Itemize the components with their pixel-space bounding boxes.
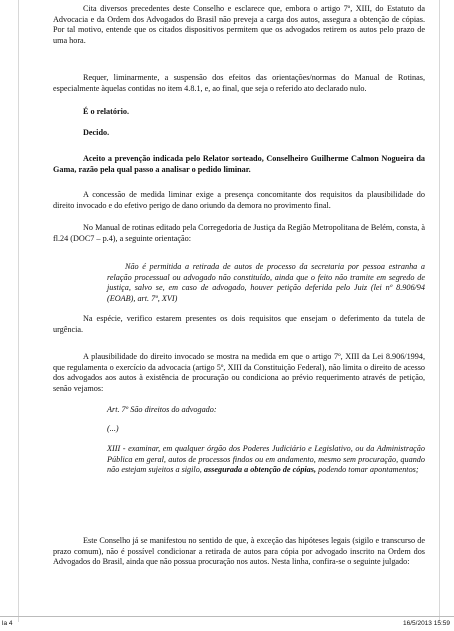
section-heading: É o relatório. xyxy=(83,107,130,116)
paragraph: A concessão de medida liminar exige a presença concomitante dos requisitos da plausibilidade do direito invocado e do efetivo perigo de dano oriundo da demora no provimento final. xyxy=(53,190,425,210)
paragraph: Aceito a prevenção indicada pelo Relator sorteado, Conselheiro Guilherme Calmon Nogueira da Gama, razão pela qual passo a analisar o pedido liminar. xyxy=(53,154,425,174)
paragraph: No Manual de rotinas editado pela Corregedoria de Justiça da Região Metropolitana de Belém, consta, à fl.24 (DOC7 – p.4), a seguinte orientação: xyxy=(53,223,425,243)
document-page xyxy=(18,0,440,622)
quote-text: podendo tomar apontamentos; xyxy=(316,465,419,475)
paragraph: Este Conselho já se manifestou no sentido de que, à exceção das hipóteses legais (sigilo e transcurso de prazo comum), não é possível condicionar a retirada de autos para cópia por advogado inscrito na Ordem dos Advogados do Brasil, ainda que não possua procuração nos autos. Nesta linha, confira-se o seguinte julgado: xyxy=(53,536,425,567)
print-timestamp: 16/5/2013 15:59 xyxy=(403,620,450,627)
quote-text: XIII - examinar, em qualquer órgão dos Poderes Judiciário e Legislativo, ou da Administração Pública em geral, autos de processos findos ou em andamento, mesmo sem procuração, quando não estejam sujeitos a sigilo, xyxy=(107,444,425,475)
section-heading: Decido. xyxy=(83,128,110,137)
paragraph: A plausibilidade do direito invocado se mostra na medida em que o artigo 7º, XIII da Lei 8.906/1994, que regulamenta o exercício da advocacia (artigo 5º, XIII da Constituição Federal), não limita o direito de acesso dos advogados aos autos à existência de procuração ou condiciona ao prévio requerimento através de petição, senão vejamos: xyxy=(53,352,425,393)
block-quote: Não é permitida a retirada de autos de processo da secretaria por pessoa estranha a relação processual ou advogado não constituído, ainda que o feito não tramite em segredo de justiça, salvo se, em caso de advogado, houver petição deferida pelo Juiz (lei nº 8.906/94 (EOAB), art. 7º, XVI) xyxy=(107,262,425,303)
block-quote xyxy=(107,444,425,476)
paragraph: Cita diversos precedentes deste Conselho e esclarece que, embora o artigo 7º, XIII, do Estatuto da Advocacia e da Ordem dos Advogados do Brasil não preveja a carga dos autos, assegura a obtenção de cópias. Por tal motivo, entende que os citados dispositivos permitem que os advogados retirem os autos pelo prazo de uma hora. xyxy=(53,4,425,45)
page-footer xyxy=(0,616,454,631)
paragraph: Na espécie, verifico estarem presentes os dois requisitos que ensejam o deferimento da tutela de urgência. xyxy=(53,314,425,334)
block-quote: (...) xyxy=(107,424,119,433)
block-quote: Art. 7º São direitos do advogado: xyxy=(107,405,217,414)
page-number: la 4 xyxy=(2,620,13,627)
quote-emphasis: assegurada a obtenção de cópias, xyxy=(203,465,317,475)
paragraph: Requer, liminarmente, a suspensão dos efeitos das orientações/normas do Manual de Rotinas, especialmente àquelas contidas no item 4.8.1, e, ao final, que seja o referido ato declarado nulo. xyxy=(53,73,425,93)
